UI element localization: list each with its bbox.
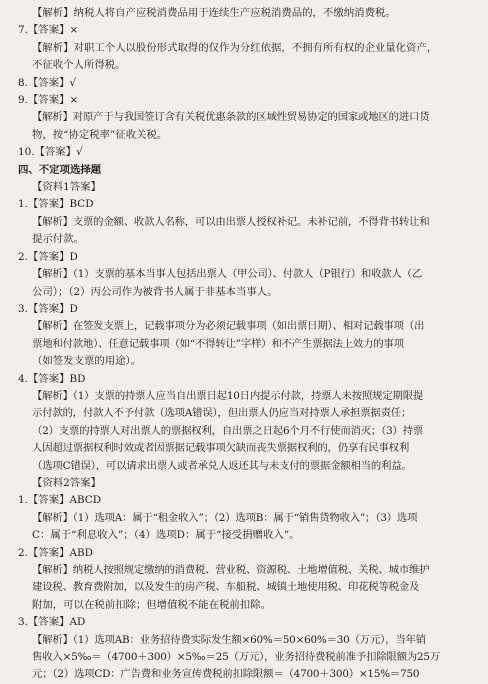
m2-analysis-1-cont: C：属于“利息收入”；（4）选项D：属于“接受捐赠收入”。 xyxy=(32,529,300,542)
answer-7: 7.【答案】× xyxy=(18,24,79,37)
m2-analysis-2-end: 附加，可以在税前扣除；但增值税不能在税前扣除。 xyxy=(32,598,271,611)
m1-analysis-1-cont: 提示付款。 xyxy=(32,233,84,246)
m1-answer-3: 3.【答案】D xyxy=(18,302,78,315)
m1-answer-1: 1.【答案】BCD xyxy=(18,198,94,211)
m2-answer-3: 3.【答案】AD xyxy=(18,616,86,629)
m1-answer-2: 2.【答案】D xyxy=(18,250,78,263)
m1-analysis-4-cont-4: （选项C错误），可以请求出票人或者承兑人返还其与未支付的票据金额相当的利益。 xyxy=(32,459,412,472)
m2-analysis-1: 【解析】（1）选项A：属于“租金收入”；（2）选项B：属于“销售货物收入”；（3）选项 xyxy=(32,511,418,524)
m1-analysis-3-cont: 票地和付款地）、任意记载事项（如“不得转让”字样）和不产生票据法上效力的事项 xyxy=(32,337,404,350)
material-1-heading: 【资料1答案】 xyxy=(32,181,101,194)
m1-analysis-2-cont: 公司）；（2）丙公司作为被背书人属于非基本当事人。 xyxy=(32,285,278,298)
m2-analysis-3-cont-2: 元；（2）选项CD：广告费和业务宣传费税前扣除限额＝（4700＋300）×15%＝750 xyxy=(32,668,420,681)
analysis-7-cont: 不征收个人所得税。 xyxy=(32,59,126,72)
m1-analysis-2: 【解析】（1）支票的基本当事人包括出票人（甲公司）、付款人（P银行）和收款人（乙 xyxy=(32,268,423,281)
m1-analysis-4-cont-2: （2）支票的持票人对出票人的票据权利，自出票之日起6个月不行使而消灭；（3）持票 xyxy=(32,424,424,437)
answer-9: 9.【答案】× xyxy=(18,94,79,107)
m1-answer-4: 4.【答案】BD xyxy=(18,372,86,385)
m2-answer-2: 2.【答案】ABD xyxy=(18,546,93,559)
answer-8: 8.【答案】√ xyxy=(18,76,77,89)
m1-analysis-4-cont-1: 示付款的，付款人不予付款（选项A错误），但出票人仍应当对持票人承担票据责任； xyxy=(32,407,412,420)
analysis-6: 【解析】纳税人将自产应税消费品用于连续生产应税消费品的，不缴纳消费税。 xyxy=(32,7,396,19)
m2-analysis-3: 【解析】（1）选项AB：业务招待费实际发生额×60%＝50×60%＝30（万元），当年销 xyxy=(32,633,426,646)
m1-analysis-4: 【解析】（1）支票的持票人应当自出票日起10日内提示付款，持票人未按照规定期限提 xyxy=(32,389,424,402)
m1-analysis-3: 【解析】在签发支票上，记载事项分为必须记载事项（如出票日期）、相对记载事项（出 xyxy=(32,320,425,333)
analysis-9-cont: 物，按“协定税率”征收关税。 xyxy=(32,128,168,141)
analysis-9: 【解析】对原产于与我国签订含有关税优惠条款的区域性贸易协定的国家或地区的进口货 xyxy=(32,111,430,124)
m1-analysis-1: 【解析】支票的金额、收款人名称，可以由出票人授权补记。未补记前，不得背书转让和 xyxy=(32,215,430,228)
analysis-7: 【解析】对职工个人以股份形式取得的仅作为分红依据，不拥有所有权的企业量化资产， xyxy=(32,41,438,54)
answer-10: 10.【答案】√ xyxy=(18,146,83,159)
material-2-heading: 【资料2答案】 xyxy=(32,476,101,489)
m2-answer-1: 1.【答案】ABCD xyxy=(18,494,102,507)
m2-analysis-2: 【解析】纳税人按照规定缴纳的消费税、营业税、资源税、土地增值税、关税、城市维护 xyxy=(32,564,430,576)
m1-analysis-3-end: （如签发支票的用途）。 xyxy=(32,355,142,368)
m2-analysis-3-cont-1: 售收入×5‰＝（4700＋300）×5‰＝25（万元），业务招待费税前准予扣除限额为25万 xyxy=(32,651,440,664)
m1-analysis-4-cont-3: 人因超过票据权利时效或者因票据记载事项欠缺而丧失票据权利的，仍享有民事权利 xyxy=(32,442,410,455)
section-title: 四、不定项选择题 xyxy=(18,163,102,176)
m2-analysis-2-cont: 建设税、教育费附加，以及发生的房产税、车船税、城镇土地使用税、印花税等税金及 xyxy=(32,581,420,594)
